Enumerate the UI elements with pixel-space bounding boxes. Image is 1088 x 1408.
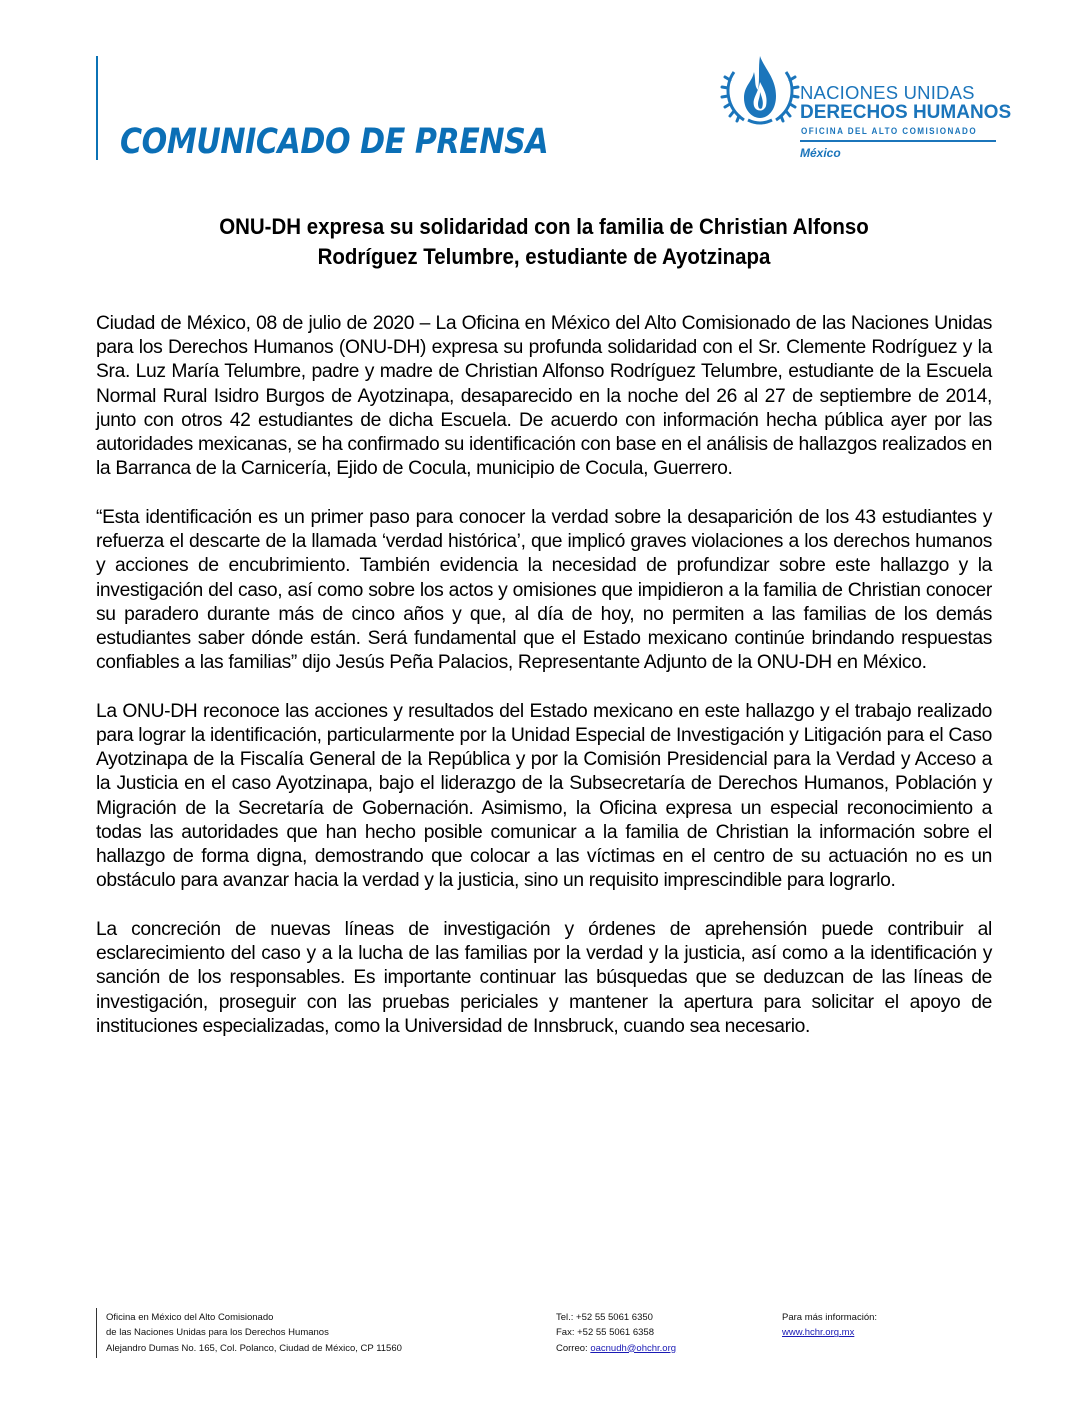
footer-address-line-1: Oficina en México del Alto Comisionado [106, 1312, 274, 1323]
footer-more-info [782, 1310, 877, 1341]
organization-logo [720, 52, 1010, 172]
logo-divider [800, 140, 996, 142]
footer-contact [556, 1310, 676, 1356]
headline-line-1: ONU-DH expresa su solidaridad con la familia de Christian Alfonso [219, 214, 869, 239]
press-release-body [96, 312, 992, 1063]
footer-email-row [556, 1341, 676, 1356]
un-human-rights-emblem-icon [720, 52, 800, 132]
logo-text-office: OFICINA DEL ALTO COMISIONADO [801, 126, 978, 136]
footer-website-link[interactable]: www.hchr.org.mx [782, 1327, 855, 1339]
logo-country: México [800, 146, 841, 160]
body-paragraph-1: Ciudad de México, 08 de julio de 2020 – La Oficina en México del Alto Comisionado de las Naciones Unidas para los Derechos Humanos (ONU-DH) expresa su profunda solidaridad con el Sr. Clemente Rodríguez y la Sra. Luz María Telumbre, padre y madre de Christian Alfonso Rodríguez Telumbre, estudiante de la Escuela Normal Rural Isidro Burgos de Ayotzinapa, desaparecido en la noche del 26 al 27 de septiembre de 2014, junto con otros 42 estudiantes de dicha Escuela. De acuerdo con información hecha pública ayer por las autoridades mexicanas, se ha confirmado su identificación con base en el análisis de hallazgos realizados en la Barranca de la Carnicería, Ejido de Cocula, municipio de Cocula, Guerrero. [96, 313, 992, 480]
footer-email-label: Correo: [556, 1342, 591, 1354]
footer-address-line-3: Alejandro Dumas No. 165, Col. Polanco, Ciudad de México, CP 11560 [106, 1342, 402, 1354]
footer-email-link[interactable]: oacnudh@ohchr.org [590, 1342, 677, 1354]
headline-line-2: Rodríguez Telumbre, estudiante de Ayotzinapa [317, 244, 771, 269]
footer-address [106, 1310, 402, 1356]
footer-more-info-label: Para más información: [782, 1312, 878, 1323]
body-paragraph-3: La ONU-DH reconoce las acciones y resultados del Estado mexicano en este hallazgo y el trabajo realizado para lograr la identificación, particularmente por la Unidad Especial de Investigación y Litigación para el Caso Ayotzinapa de la Fiscalía General de la República y por la Comisión Presidencial para la Verdad y Acceso a la Justicia en el caso Ayotzinapa, bajo el liderazgo de la Subsecretaría de Derechos Humanos, Población y Migración de la Secretaría de Gobernación. Asimismo, la Oficina expresa un especial reconocimiento a todas las autoridades que han hecho posible comunicar a la familia de Christian la información sobre el hallazgo de forma digna, demostrando que colocar a las víctimas en el centro de su actuación no es un obstáculo para avanzar hacia la verdad y la justicia, sino un requisito imprescindible para lograrlo. [96, 700, 992, 892]
footer-phone: Tel.: +52 55 5061 6350 [556, 1312, 653, 1323]
footer-fax: Fax: +52 55 5061 6358 [556, 1327, 654, 1339]
body-paragraph-4: La concreción de nuevas líneas de investigación y órdenes de aprehensión puede contribuir al esclarecimiento del caso y a la lucha de las familias por la verdad y la justicia, así como a la identificación y sanción de los responsables. Es importante continuar las búsquedas que se deduzcan de las líneas de investigación, proseguir con las pruebas periciales y mantener la apertura para solicitar el apoyo de instituciones especializadas, como la Universidad de Innsbruck, cuando sea necesario. [96, 918, 992, 1037]
logo-text-human-rights: DERECHOS HUMANOS [800, 102, 1012, 123]
body-paragraph-2: “Esta identificación es un primer paso para conocer la verdad sobre la desaparición de los 43 estudiantes y refuerza el descarte de la llamada ‘verdad histórica’, que implicó graves violaciones a los derechos humanos y acciones de encubrimiento. También evidencia la necesidad de profundizar sobre este hallazgo y la investigación del caso, así como sobre los actos y omisiones que impidieron a la familia de Christian conocer su paradero durante más de cinco años y que, al día de hoy, no permiten a las familias de los demás estudiantes saber dónde están. Será fundamental que el Estado mexicano continúe brindando respuestas confiables a las familias” dijo Jesús Peña Palacios, Representante Adjunto de la ONU-DH en México. [96, 506, 992, 674]
footer-address-line-2: de las Naciones Unidas para los Derechos Humanos [106, 1327, 329, 1339]
header-vertical-rule [96, 56, 98, 160]
document-type-title: COMUNICADO DE PRENSA [120, 122, 549, 162]
press-release-headline [127, 212, 960, 272]
logo-text-un: NACIONES UNIDAS [800, 82, 975, 103]
footer-vertical-rule [96, 1308, 97, 1358]
